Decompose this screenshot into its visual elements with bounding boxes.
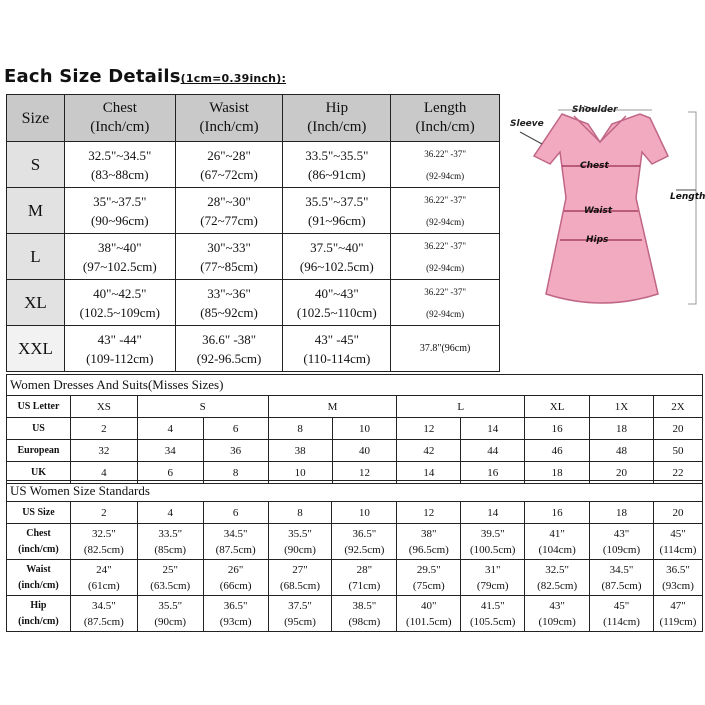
cell: 14 [397, 462, 461, 484]
label-length: Length [670, 192, 705, 202]
row-label-european: European [7, 440, 71, 462]
hip-cell: 43" -45" (110-114cm) [283, 326, 391, 372]
cell: 20 [590, 462, 654, 484]
row-label-us-size: US Size [7, 502, 71, 524]
size-cell: L [7, 234, 65, 280]
letter-m: M [268, 396, 397, 418]
header-length: Length (Inch/cm) [391, 95, 500, 142]
cell: 25" (63.5cm) [137, 560, 203, 596]
cell: 40 [332, 440, 397, 462]
table-row [7, 524, 703, 560]
size-cell: XXL [7, 326, 65, 372]
size-cell: S [7, 142, 65, 188]
waist-cell: 26"~28" (67~72cm) [175, 142, 283, 188]
cell: 33.5" (85cm) [137, 524, 203, 560]
cell: 38 [268, 440, 332, 462]
row-label-us-letter: US Letter [7, 396, 71, 418]
cell: 36 [203, 440, 268, 462]
cell: 4 [137, 502, 203, 524]
title-unit-note: (1cm=0.39inch): [180, 72, 287, 85]
cell: 35.5" (90cm) [137, 596, 203, 632]
cell: 12 [397, 502, 461, 524]
us-size-standards-table [6, 480, 703, 632]
cell: 27" (68.5cm) [268, 560, 332, 596]
cell: 40" (101.5cm) [397, 596, 461, 632]
cell: 2 [70, 502, 137, 524]
chest-cell: 38"~40" (97~102.5cm) [64, 234, 175, 280]
cell: 43" (109cm) [590, 524, 654, 560]
table-row [7, 142, 500, 188]
cell: 46 [525, 440, 590, 462]
table-row [7, 596, 703, 632]
row-label-us: US [7, 418, 71, 440]
cell: 32.5" (82.5cm) [525, 560, 590, 596]
hip-cell: 33.5"~35.5" (86~91cm) [283, 142, 391, 188]
cell: 29.5" (75cm) [397, 560, 461, 596]
cell: 18 [590, 502, 654, 524]
cell: 35.5" (90cm) [268, 524, 332, 560]
cell: 22 [653, 462, 702, 484]
cell: 8 [203, 462, 268, 484]
cell: 24" (61cm) [70, 560, 137, 596]
cell: 10 [268, 462, 332, 484]
hip-cell: 35.5"~37.5" (91~96cm) [283, 188, 391, 234]
cell: 16 [525, 418, 590, 440]
row-label-uk: UK [7, 462, 71, 484]
waist-cell: 33"~36" (85~92cm) [175, 280, 283, 326]
cell: 31" (79cm) [461, 560, 525, 596]
row-label-hip: Hip (inch/cm) [7, 596, 71, 632]
cell: 34.5" (87.5cm) [203, 524, 268, 560]
cell: 47" (119cm) [653, 596, 702, 632]
cell: 16 [525, 502, 590, 524]
size-cell: M [7, 188, 65, 234]
cell: 45" (114cm) [653, 524, 702, 560]
women-table-heading: Women Dresses And Suits(Misses Sizes) [7, 375, 703, 396]
table-row [7, 188, 500, 234]
waist-cell: 36.6" -38" (92-96.5cm) [175, 326, 283, 372]
waist-cell: 30"~33" (77~85cm) [175, 234, 283, 280]
cell: 44 [461, 440, 525, 462]
cell: 34.5" (87.5cm) [590, 560, 654, 596]
table-row [7, 280, 500, 326]
cell: 32.5" (82.5cm) [70, 524, 137, 560]
letter-xs: XS [70, 396, 137, 418]
cell: 32 [70, 440, 137, 462]
row-label-waist: Waist (inch/cm) [7, 560, 71, 596]
table-row [7, 560, 703, 596]
cell: 2 [70, 418, 137, 440]
waist-cell: 28"~30" (72~77cm) [175, 188, 283, 234]
cell: 20 [653, 502, 702, 524]
us-table-heading-row [7, 481, 703, 502]
length-cell: 36.22" -37" (92-94cm) [391, 234, 500, 280]
cell: 39.5" (100.5cm) [461, 524, 525, 560]
length-cell: 36.22" -37" (92-94cm) [391, 280, 500, 326]
size-details-table [6, 94, 500, 372]
cell: 14 [461, 502, 525, 524]
cell: 6 [137, 462, 203, 484]
chest-cell: 43" -44" (109-112cm) [64, 326, 175, 372]
header-hip: Hip (Inch/cm) [283, 95, 391, 142]
cell: 42 [397, 440, 461, 462]
cell: 12 [397, 418, 461, 440]
cell: 50 [653, 440, 702, 462]
cell: 6 [203, 418, 268, 440]
title-text: Each Size Details [4, 66, 181, 87]
cell: 41" (104cm) [525, 524, 590, 560]
table-row [7, 234, 500, 280]
cell: 48 [590, 440, 654, 462]
cell: 18 [590, 418, 654, 440]
cell: 28" (71cm) [332, 560, 397, 596]
table-row [7, 418, 703, 440]
label-shoulder: Shoulder [572, 105, 618, 115]
chest-cell: 35"~37.5" (90~96cm) [64, 188, 175, 234]
length-cell: 36.22" -37" (92-94cm) [391, 142, 500, 188]
letter-xl: XL [525, 396, 590, 418]
cell: 8 [268, 502, 332, 524]
women-table-heading-row [7, 375, 703, 396]
cell: 26" (66cm) [203, 560, 268, 596]
cell: 4 [70, 462, 137, 484]
cell: 20 [653, 418, 702, 440]
cell: 14 [461, 418, 525, 440]
cell: 36.5" (93cm) [203, 596, 268, 632]
cell: 45" (114cm) [590, 596, 654, 632]
cell: 37.5" (95cm) [268, 596, 332, 632]
label-sleeve: Sleeve [510, 119, 544, 129]
row-label-chest: Chest (inch/cm) [7, 524, 71, 560]
label-chest: Chest [580, 161, 609, 171]
cell: 38.5" (98cm) [332, 596, 397, 632]
cell: 41.5" (105.5cm) [461, 596, 525, 632]
cell: 10 [332, 418, 397, 440]
header-waist: Wasist (Inch/cm) [175, 95, 283, 142]
cell: 10 [332, 502, 397, 524]
hip-cell: 37.5"~40" (96~102.5cm) [283, 234, 391, 280]
size-table-header-row [7, 95, 500, 142]
women-dresses-table [6, 374, 703, 484]
chest-cell: 32.5"~34.5" (83~88cm) [64, 142, 175, 188]
cell: 6 [203, 502, 268, 524]
cell: 18 [525, 462, 590, 484]
chest-cell: 40"~42.5" (102.5~109cm) [64, 280, 175, 326]
cell: 36.5" (93cm) [653, 560, 702, 596]
us-table-heading: US Women Size Standards [7, 481, 703, 502]
letter-l: L [397, 396, 525, 418]
label-hips: Hips [586, 235, 609, 245]
cell: 4 [137, 418, 203, 440]
size-cell: XL [7, 280, 65, 326]
hip-cell: 40"~43" (102.5~110cm) [283, 280, 391, 326]
letter-s: S [137, 396, 268, 418]
letter-1x: 1X [590, 396, 654, 418]
table-row [7, 396, 703, 418]
cell: 16 [461, 462, 525, 484]
label-waist: Waist [584, 206, 613, 216]
table-row [7, 326, 500, 372]
dress-diagram [500, 94, 705, 324]
cell: 34.5" (87.5cm) [70, 596, 137, 632]
cell: 38" (96.5cm) [397, 524, 461, 560]
cell: 36.5" (92.5cm) [332, 524, 397, 560]
page-title [4, 66, 286, 87]
cell: 34 [137, 440, 203, 462]
cell: 43" (109cm) [525, 596, 590, 632]
length-cell: 36.22" -37" (92-94cm) [391, 188, 500, 234]
header-size: Size [7, 95, 65, 142]
cell: 8 [268, 418, 332, 440]
table-row [7, 440, 703, 462]
letter-2x: 2X [653, 396, 702, 418]
header-chest: Chest (Inch/cm) [64, 95, 175, 142]
length-cell: 37.8"(96cm) [391, 326, 500, 372]
cell: 12 [332, 462, 397, 484]
table-row [7, 502, 703, 524]
